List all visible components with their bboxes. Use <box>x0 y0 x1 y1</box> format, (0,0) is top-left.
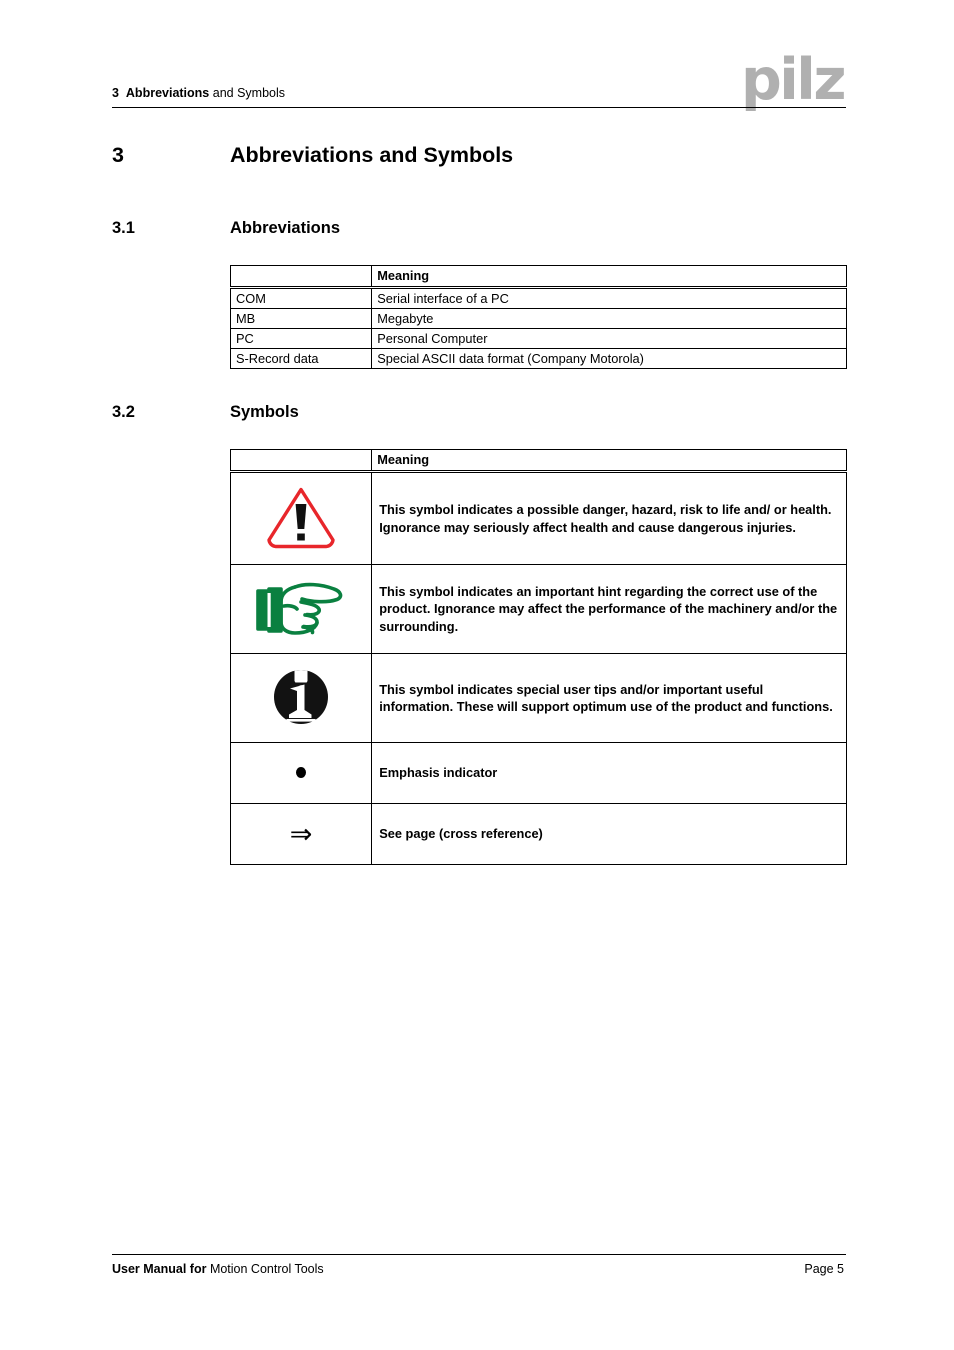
heading-abbreviations <box>112 218 846 238</box>
symbols-table <box>230 449 847 865</box>
footer-manual-title <box>112 1261 324 1277</box>
running-header-section-number: 3 <box>112 86 119 100</box>
column-header-key <box>231 266 372 288</box>
heading-abbreviations-text: Abbreviations <box>230 219 341 237</box>
heading-abbreviations-number: 3.1 <box>112 219 135 237</box>
column-header-symbol <box>231 450 372 472</box>
column-header-meaning: Meaning <box>372 450 847 472</box>
double-arrow-right-icon: ⇒ <box>289 818 313 850</box>
heading-symbols-number: 3.2 <box>112 403 135 421</box>
table-header-row <box>231 450 847 472</box>
table-row <box>231 349 847 369</box>
heading-symbols-text: Symbols <box>230 403 299 421</box>
warning-triangle-icon <box>264 484 338 550</box>
page-title-number: 3 <box>112 143 124 167</box>
symbol-meaning: This symbol indicates special user tips and/or important useful information. These will support optimum use of the product and functions. <box>372 654 847 743</box>
abbreviation-meaning: Special ASCII data format (Company Motorola) <box>372 349 847 369</box>
table-row <box>231 743 847 804</box>
table-row <box>231 472 847 565</box>
page-title-text: Abbreviations and Symbols <box>230 143 514 167</box>
symbol-meaning: This symbol indicates an important hint regarding the correct use of the product. Ignorance may affect the performance of the machinery and/or the surrounding. <box>372 565 847 654</box>
footer-manual-title-bold: User Manual for <box>112 1262 207 1276</box>
column-header-meaning: Meaning <box>372 266 847 288</box>
abbreviation-key: S-Record data <box>231 349 372 369</box>
pointing-hand-icon <box>255 578 347 638</box>
symbol-meaning: See page (cross reference) <box>372 804 847 865</box>
heading-symbols <box>112 402 846 422</box>
footer-divider <box>112 1254 846 1255</box>
symbol-meaning: This symbol indicates a possible danger, hazard, risk to life and/ or health. Ignorance may seriously affect health and cause dangerous injuries. <box>372 472 847 565</box>
symbol-cell <box>231 654 372 743</box>
bullet-dot-icon <box>296 767 306 778</box>
running-header <box>112 47 846 113</box>
abbreviation-key: MB <box>231 309 372 329</box>
symbol-cell <box>231 472 372 565</box>
table-row <box>231 329 847 349</box>
page-title <box>112 142 846 168</box>
page-footer <box>112 1254 846 1294</box>
pilz-logo: pilz <box>740 47 844 113</box>
symbol-cell <box>231 565 372 654</box>
header-divider <box>112 107 846 108</box>
page-number: Page 5 <box>804 1262 844 1276</box>
information-circle-icon <box>273 669 329 725</box>
abbreviation-meaning: Serial interface of a PC <box>372 288 847 309</box>
symbol-cell <box>231 804 372 865</box>
table-row <box>231 288 847 309</box>
symbol-meaning: Emphasis indicator <box>372 743 847 804</box>
abbreviation-key: PC <box>231 329 372 349</box>
running-header-title-rest: and Symbols <box>209 86 285 100</box>
table-row <box>231 565 847 654</box>
abbreviation-key: COM <box>231 288 372 309</box>
abbreviation-meaning: Megabyte <box>372 309 847 329</box>
abbreviations-table <box>230 265 847 369</box>
running-header-title-bold: Abbreviations <box>125 86 210 100</box>
running-header-text <box>112 86 285 101</box>
symbol-cell <box>231 743 372 804</box>
table-row <box>231 309 847 329</box>
footer-manual-title-rest: Motion Control Tools <box>206 1262 324 1276</box>
table-row <box>231 804 847 865</box>
table-header-row <box>231 266 847 288</box>
abbreviation-meaning: Personal Computer <box>372 329 847 349</box>
table-row <box>231 654 847 743</box>
